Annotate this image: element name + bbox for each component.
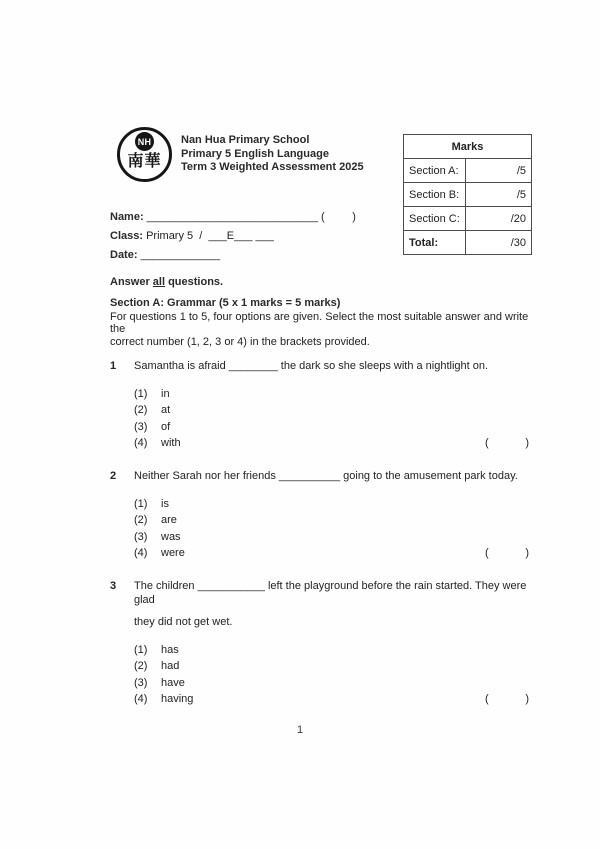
answer-bracket: ( ): [485, 436, 529, 449]
question-2-text: Neither Sarah nor her friends __________ going to the amusement park today.: [134, 470, 518, 482]
school-logo-initials: NH: [135, 132, 154, 151]
section-b-label: Section B:: [404, 183, 466, 207]
marks-table-title: Marks: [404, 135, 532, 159]
question-3-number: 3: [110, 580, 117, 592]
section-a-block: [110, 297, 535, 348]
option-text: are: [161, 514, 177, 527]
student-fields: [110, 208, 356, 265]
option-text: having: [161, 692, 194, 705]
option-number: (1): [134, 644, 148, 656]
option: [134, 435, 532, 451]
instruction-underlined-word: all: [152, 276, 166, 288]
option: [134, 419, 532, 435]
section-a-label: Section A:: [404, 159, 466, 183]
option: [134, 642, 532, 658]
date-label: Date:: [110, 249, 138, 261]
class-label: Class:: [110, 230, 144, 242]
instruction-suffix: questions.: [165, 276, 224, 288]
option-number: (3): [134, 676, 148, 689]
class-value: Primary 5 / ___E___ ___: [143, 230, 274, 242]
option-number: (3): [134, 530, 148, 543]
section-b-marks: /5: [466, 183, 532, 207]
question-2-number: 2: [110, 470, 117, 482]
question-3-options: [134, 642, 532, 707]
table-row: [404, 183, 532, 207]
section-a-heading: Section A: Grammar (5 x 1 marks = 5 marks): [110, 297, 341, 309]
section-a-description-line2: correct number (1, 2, 3 or 4) in the brackets provided.: [110, 335, 370, 348]
class-field: [110, 227, 356, 246]
question-3-text-line2: they did not get wet.: [134, 616, 233, 628]
name-blank-line: ____________________________ ( ): [143, 211, 356, 223]
answer-all-instruction: [110, 276, 223, 288]
option-text: at: [161, 404, 171, 417]
question-2-options: [134, 496, 532, 561]
option: [134, 658, 532, 674]
option-number: (4): [134, 436, 148, 449]
option-number: (4): [134, 546, 148, 559]
option-text: have: [161, 676, 185, 689]
question-1-number: 1: [110, 360, 117, 372]
answer-bracket: ( ): [485, 546, 529, 559]
school-name: Nan Hua Primary School: [181, 134, 310, 146]
date-blank-line: _____________: [137, 249, 221, 261]
table-row: [404, 207, 532, 231]
option: [134, 512, 532, 528]
marks-table-header-row: [404, 135, 532, 159]
option-number: (1): [134, 388, 148, 400]
marks-table: [403, 134, 532, 255]
question-3: [110, 579, 532, 707]
option-number: (2): [134, 660, 148, 673]
page-number: 1: [296, 724, 304, 736]
school-logo: [117, 127, 172, 182]
option-text: was: [161, 530, 181, 543]
answer-bracket: ( ): [485, 692, 529, 705]
date-field: [110, 246, 356, 265]
section-a-description-line1: For questions 1 to 5, four options are given. Select the most suitable answer and write the: [110, 310, 529, 335]
subject-line: Primary 5 English Language: [181, 147, 329, 160]
option-text: in: [161, 388, 170, 400]
section-c-label: Section C:: [404, 207, 466, 231]
option: [134, 545, 532, 561]
option: [134, 529, 532, 545]
option-number: (2): [134, 514, 148, 527]
option-text: were: [161, 546, 185, 559]
option-number: (3): [134, 420, 148, 433]
question-3-text: The children ___________ left the playground before the rain started. They were glad: [134, 580, 527, 606]
option-text: is: [161, 498, 169, 510]
option-text: had: [161, 660, 180, 673]
option-text: has: [161, 644, 179, 656]
instruction-prefix: Answer: [110, 276, 153, 288]
section-c-marks: /20: [466, 207, 532, 231]
name-label: Name:: [110, 211, 144, 223]
option: [134, 402, 532, 418]
school-header: [181, 134, 364, 175]
option-number: (1): [134, 498, 148, 510]
question-1-options: [134, 386, 532, 451]
table-row: [404, 231, 532, 255]
question-2: [110, 469, 532, 561]
school-logo-chinese: 南華: [127, 153, 162, 170]
name-field: [110, 208, 356, 227]
question-1: [110, 359, 532, 451]
assessment-line: Term 3 Weighted Assessment 2025: [181, 161, 364, 173]
table-row: [404, 159, 532, 183]
option-number: (4): [134, 692, 148, 705]
section-a-marks: /5: [466, 159, 532, 183]
option: [134, 675, 532, 691]
option: [134, 691, 532, 707]
total-marks: /30: [466, 231, 532, 255]
option: [134, 496, 532, 512]
question-1-text: Samantha is afraid ________ the dark so she sleeps with a nightlight on.: [134, 360, 489, 372]
option-text: with: [161, 436, 181, 449]
option: [134, 386, 532, 402]
option-text: of: [161, 420, 171, 433]
option-number: (2): [134, 404, 148, 417]
total-label: Total:: [404, 231, 466, 255]
